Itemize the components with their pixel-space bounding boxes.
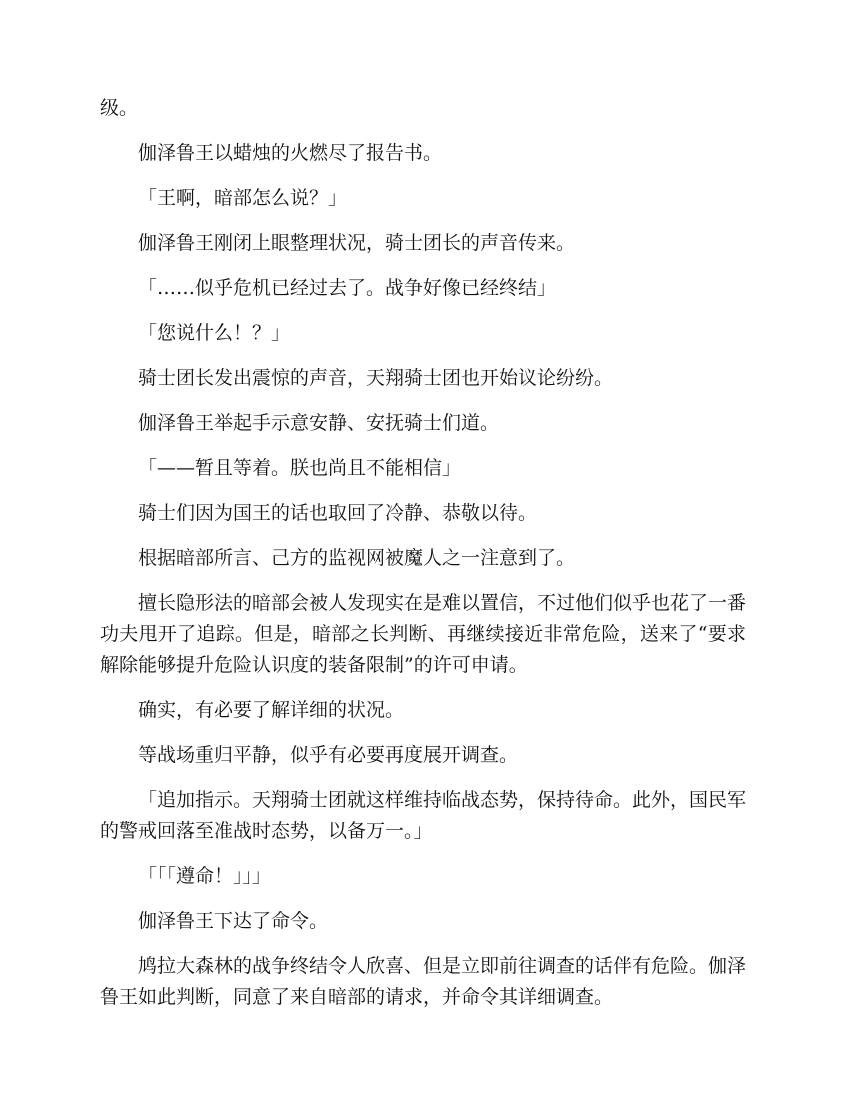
paragraph: 伽泽鲁王举起手示意安静、安抚骑士们道。 xyxy=(138,412,500,434)
paragraph: 「您说什么！？」 xyxy=(138,322,291,344)
paragraph: 根据暗部所言、己方的监视网被魔人之一注意到了。 xyxy=(138,547,576,569)
document-page xyxy=(100,93,746,1013)
paragraph: 骑士们因为国王的话也取回了冷静、恭敬以待。 xyxy=(138,502,538,524)
paragraph: 「王啊，暗部怎么说？」 xyxy=(138,187,348,209)
paragraph: 擅长隐形法的暗部会被人发现实在是难以置信，不过他们似乎也花了一番功夫甩开了追踪。但是，暗部之长判断、再继续接近非常危险，送来了“要求解除能够提升危险认识度的装备限制”的许可申请。 xyxy=(100,592,747,676)
paragraph: 级。 xyxy=(100,97,139,119)
paragraph: 「「「遵命！」」」 xyxy=(138,865,272,887)
paragraph: 伽泽鲁王下达了命令。 xyxy=(138,910,329,932)
paragraph: 鸠拉大森林的战争终结令人欣喜、但是立即前往调查的话伴有危险。伽泽鲁王如此判断，同意了来自暗部的请求，并命令其详细调查。 xyxy=(100,955,747,1008)
paragraph: 伽泽鲁王刚闭上眼整理状况，骑士团长的声音传来。 xyxy=(138,232,576,254)
paragraph: 「追加指示。天翔骑士团就这样维持临战态势，保持待命。此外，国民军的警戒回落至准战时态势，以备万一。」 xyxy=(100,789,747,842)
paragraph: 伽泽鲁王以蜡烛的火燃尽了报告书。 xyxy=(138,142,443,164)
paragraph: 「……似乎危机已经过去了。战争好像已经终结」 xyxy=(138,277,557,299)
paragraph: 等战场重归平静，似乎有必要再度展开调查。 xyxy=(138,744,519,766)
paragraph: 确实，有必要了解详细的状况。 xyxy=(138,699,405,721)
paragraph: 「——暂且等着。朕也尚且不能相信」 xyxy=(138,457,462,479)
paragraph: 骑士团长发出震惊的声音，天翔骑士团也开始议论纷纷。 xyxy=(138,367,614,389)
